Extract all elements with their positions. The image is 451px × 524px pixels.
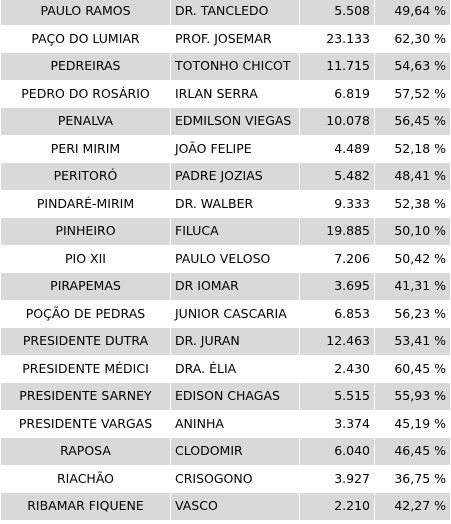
municipality-cell: PERI MIRIM [1, 135, 171, 163]
table-row [1, 25, 451, 53]
candidate-cell: TOTONHO CHICOT [171, 53, 300, 81]
candidate-cell: JOÃO FELIPE [171, 135, 300, 163]
municipality-cell: PRESIDENTE VARGAS [1, 410, 171, 438]
municipality-cell: PERITORÓ [1, 163, 171, 191]
percentage-cell: 50,42 % [375, 245, 451, 273]
table-row [1, 300, 451, 328]
candidate-cell: IRLAN SERRA [171, 80, 300, 108]
table-row [1, 410, 451, 438]
table-row [1, 190, 451, 218]
percentage-cell: 49,64 % [375, 0, 451, 25]
percentage-cell: 50,10 % [375, 218, 451, 246]
candidate-cell: PAULO VELOSO [171, 245, 300, 273]
votes-cell: 3.927 [300, 465, 375, 493]
percentage-cell: 36,75 % [375, 465, 451, 493]
votes-cell: 2.210 [300, 493, 375, 521]
municipality-cell: RIACHÃO [1, 465, 171, 493]
percentage-cell: 62,30 % [375, 25, 451, 53]
table-row [1, 328, 451, 356]
votes-cell: 3.695 [300, 273, 375, 301]
municipality-cell: PINDARÉ-MIRIM [1, 190, 171, 218]
percentage-cell: 45,19 % [375, 410, 451, 438]
municipality-cell: PIRAPEMAS [1, 273, 171, 301]
votes-cell: 9.333 [300, 190, 375, 218]
candidate-cell: PADRE JOZIAS [171, 163, 300, 191]
percentage-cell: 52,18 % [375, 135, 451, 163]
votes-cell: 5.508 [300, 0, 375, 25]
results-table-body [1, 0, 451, 520]
votes-cell: 3.374 [300, 410, 375, 438]
table-row [1, 0, 451, 25]
votes-cell: 6.819 [300, 80, 375, 108]
percentage-cell: 52,38 % [375, 190, 451, 218]
table-row [1, 163, 451, 191]
table-row [1, 135, 451, 163]
votes-cell: 19.885 [300, 218, 375, 246]
municipality-cell: RAPOSA [1, 438, 171, 466]
votes-cell: 10.078 [300, 108, 375, 136]
votes-cell: 11.715 [300, 53, 375, 81]
candidate-cell: VASCO [171, 493, 300, 521]
table-row [1, 245, 451, 273]
percentage-cell: 56,23 % [375, 300, 451, 328]
municipality-cell: PAÇO DO LUMIAR [1, 25, 171, 53]
municipality-cell: PENALVA [1, 108, 171, 136]
table-row [1, 493, 451, 521]
percentage-cell: 41,31 % [375, 273, 451, 301]
municipality-cell: POÇÃO DE PEDRAS [1, 300, 171, 328]
table-row [1, 438, 451, 466]
percentage-cell: 57,52 % [375, 80, 451, 108]
municipality-cell: PRESIDENTE DUTRA [1, 328, 171, 356]
candidate-cell: PROF. JOSEMAR [171, 25, 300, 53]
table-row [1, 273, 451, 301]
municipality-cell: PINHEIRO [1, 218, 171, 246]
candidate-cell: EDMILSON VIEGAS [171, 108, 300, 136]
votes-cell: 23.133 [300, 25, 375, 53]
municipality-cell: RIBAMAR FIQUENE [1, 493, 171, 521]
candidate-cell: DRA. ÉLIA [171, 355, 300, 383]
percentage-cell: 60,45 % [375, 355, 451, 383]
percentage-cell: 55,93 % [375, 383, 451, 411]
municipality-cell: PRESIDENTE MÉDICI [1, 355, 171, 383]
table-row [1, 465, 451, 493]
candidate-cell: CLODOMIR [171, 438, 300, 466]
votes-cell: 6.040 [300, 438, 375, 466]
municipality-cell: PEDREIRAS [1, 53, 171, 81]
municipality-cell: PEDRO DO ROSÁRIO [1, 80, 171, 108]
votes-cell: 7.206 [300, 245, 375, 273]
table-row [1, 355, 451, 383]
percentage-cell: 48,41 % [375, 163, 451, 191]
table-row [1, 218, 451, 246]
candidate-cell: CRISOGONO [171, 465, 300, 493]
candidate-cell: ANINHA [171, 410, 300, 438]
candidate-cell: DR IOMAR [171, 273, 300, 301]
votes-cell: 5.482 [300, 163, 375, 191]
candidate-cell: DR. WALBER [171, 190, 300, 218]
votes-cell: 5.515 [300, 383, 375, 411]
votes-cell: 4.489 [300, 135, 375, 163]
candidate-cell: DR. JURAN [171, 328, 300, 356]
candidate-cell: FILUCA [171, 218, 300, 246]
votes-cell: 12.463 [300, 328, 375, 356]
votes-cell: 2.430 [300, 355, 375, 383]
candidate-cell: EDISON CHAGAS [171, 383, 300, 411]
percentage-cell: 53,41 % [375, 328, 451, 356]
percentage-cell: 54,63 % [375, 53, 451, 81]
votes-cell: 6.853 [300, 300, 375, 328]
percentage-cell: 56,45 % [375, 108, 451, 136]
candidate-cell: JUNIOR CASCARIA [171, 300, 300, 328]
table-row [1, 53, 451, 81]
percentage-cell: 46,45 % [375, 438, 451, 466]
percentage-cell: 42,27 % [375, 493, 451, 521]
table-row [1, 108, 451, 136]
municipality-cell: PRESIDENTE SARNEY [1, 383, 171, 411]
candidate-cell: DR. TANCLEDO [171, 0, 300, 25]
table-row [1, 383, 451, 411]
municipality-cell: PAULO RAMOS [1, 0, 171, 25]
municipality-cell: PIO XII [1, 245, 171, 273]
table-row [1, 80, 451, 108]
